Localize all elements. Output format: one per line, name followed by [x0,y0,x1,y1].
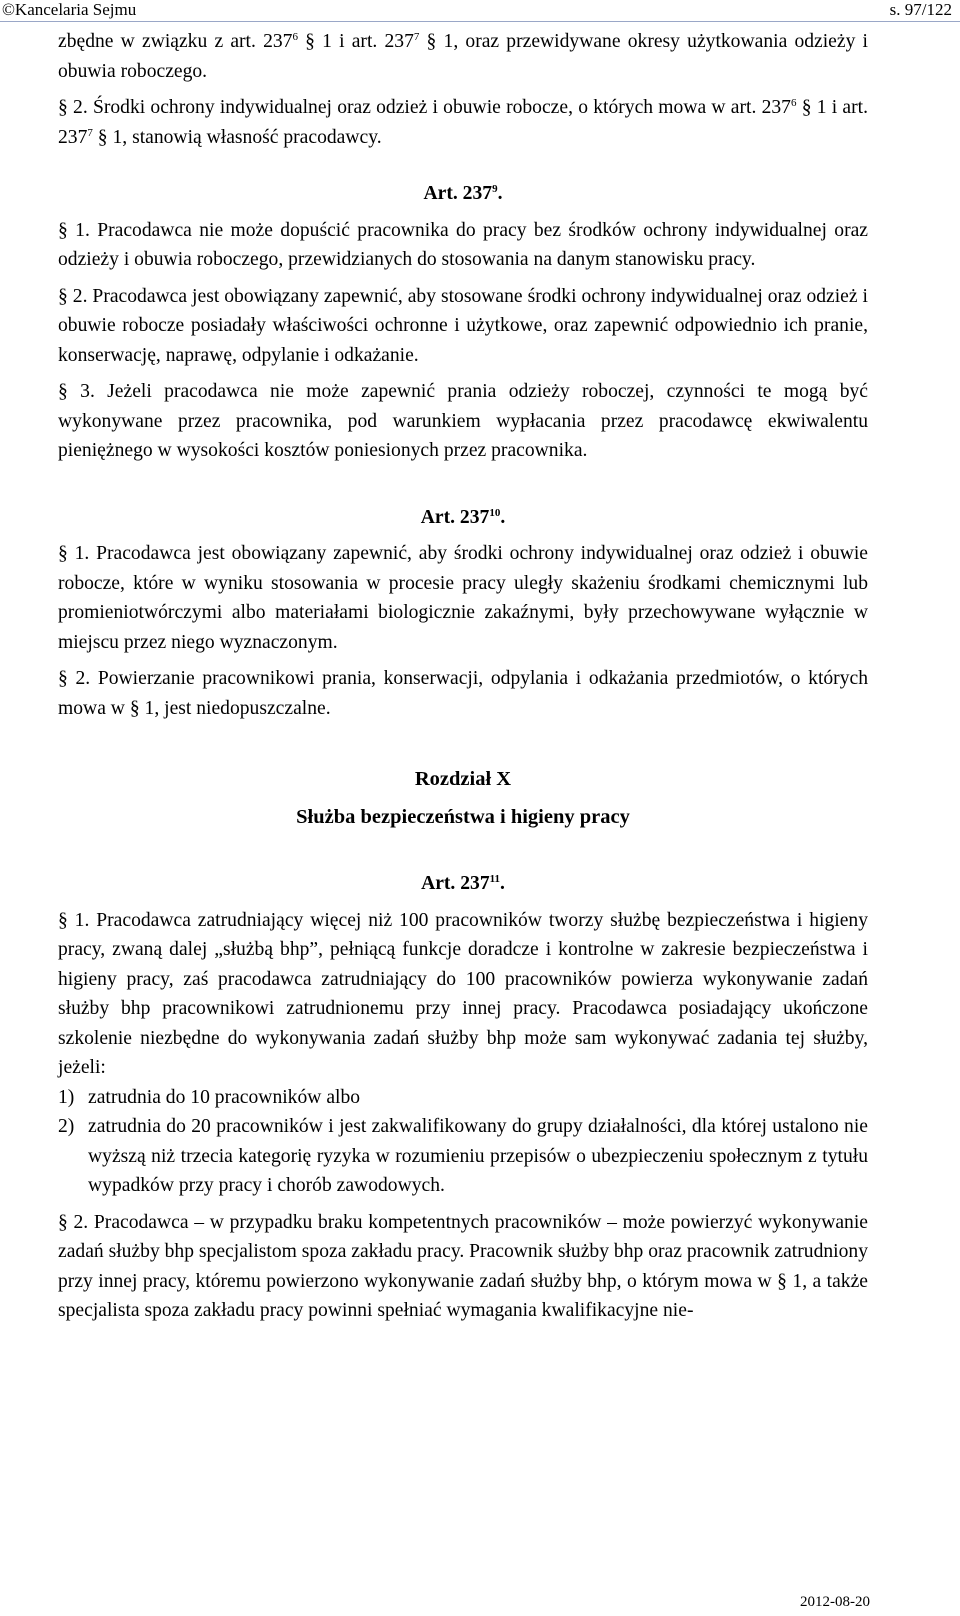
article-heading: Art. $237^{11}$. [421,873,505,894]
chapter-heading: Rozdział X [414,768,512,790]
source-label: ©Kancelaria Sejmu [2,0,137,19]
paragraph: § 3. Jeżeli pracodawca nie może zapewnić prania odzieży roboczej, czynności te mogą być wykonywane przez pracownika, pod warunkiem wypłacania przez pracodawcę ekwiwalentu pieniężnego w wysokości kosztów poniesionych przez pracownika. [58,381,868,461]
document-body [58,27,868,1326]
paragraph: § 1. Pracodawca zatrudniający więcej niż 100 pracowników tworzy służbę bezpieczeństwa i higieny pracy, zwaną dalej „służbą bhp”, pełniącą funkcje doradcze i kontrolne w zakresie bezpieczeństwa i higieny pracy, zaś pracodawca zatrudniający do 100 pracowników powierza wykonywanie zadań służby bhp pracownikowi zatrudnionemu przy innej pracy. Pracodawca posiadający ukończone szkolenie niezbędne do wykonywania zadań służby bhp może sam wykonywać zadania tej służby, jeżeli: [58,909,868,1078]
paragraph-section-2: § 2. Środki ochrony indywidualnej oraz odzież i obuwie robocze, o których mowa w art. $237^6$ § 1 i art. $237^7$ § 1, stanowią własność pracodawcy. [58,97,868,148]
paragraph: § 2. Pracodawca jest obowiązany zapewnić, aby stosowane środki ochrony indywidualnej oraz odzież i obuwie robocze posiadały właściwości ochronne i użytkowe, oraz zapewnić odpowiednio ich pranie, konserwację, naprawę, odpylanie i odkażanie. [58,285,868,366]
header-divider [0,21,960,22]
article-heading: Art. $237^9$. [423,183,503,204]
chapter-title: Służba bezpieczeństwa i higieny pracy [296,805,630,828]
paragraph: § 2. Pracodawca – w przypadku braku kompetentnych pracowników – może powierzyć wykonywanie zadań służby bhp specjalistom spoza zakładu pracy. Pracownik służby bhp oraz pracownik zatrudniony przy innej pracy, któremu powierzono wykonywanie zadań służby bhp, o którym mowa w § 1, a także specjalista spoza zakładu pracy powinni spełniać wymagania kwalifikacyjne nie- [58,1211,868,1321]
paragraph: § 1. Pracodawca nie może dopuścić pracownika do pracy bez środków ochrony indywidualnej oraz odzieży i obuwia roboczego, przewidzianych do stosowania na danym stanowisku pracy. [58,219,868,270]
list-item: 1) zatrudnia do 10 pracowników albo [58,1086,361,1108]
page-number: s. 97/122 [889,0,952,19]
paragraph: § 1. Pracodawca jest obowiązany zapewnić, aby środki ochrony indywidualnej oraz odzież i obuwie robocze, które w wyniku stosowania w procesie pracy uległy skażeniu środkami chemicznymi lub promieniotwórczymi albo materiałami biologicznie zakaźnymi, były przechowywane wyłącznie w miejscu przez niego wyznaczonym. [58,543,868,653]
list-item: 2) zatrudnia do 20 pracowników i jest zakwalifikowany do grupy działalności, dla której ustalono nie wyższą niż trzecia kategorię ryzyka w rozumieniu przepisów o ubezpieczeniu społecznym z tytułu wypadków przy pracy i chorób zawodowych. [58,1116,868,1196]
paragraph: § 2. Powierzanie pracownikowi prania, konserwacji, odpylania i odkażania przedmiotów, o których mowa w § 1, jest niedopuszczalne. [58,668,868,719]
article-heading: Art. $237^{10}$. [420,506,506,528]
paragraph-continuation: zbędne w związku z art. $237^6$ § 1 i art. $237^7$ § 1, oraz przewidywane okresy użytkowania odzieży i obuwia roboczego. [58,31,868,82]
document-date: 2012-08-20 [800,1594,870,1610]
